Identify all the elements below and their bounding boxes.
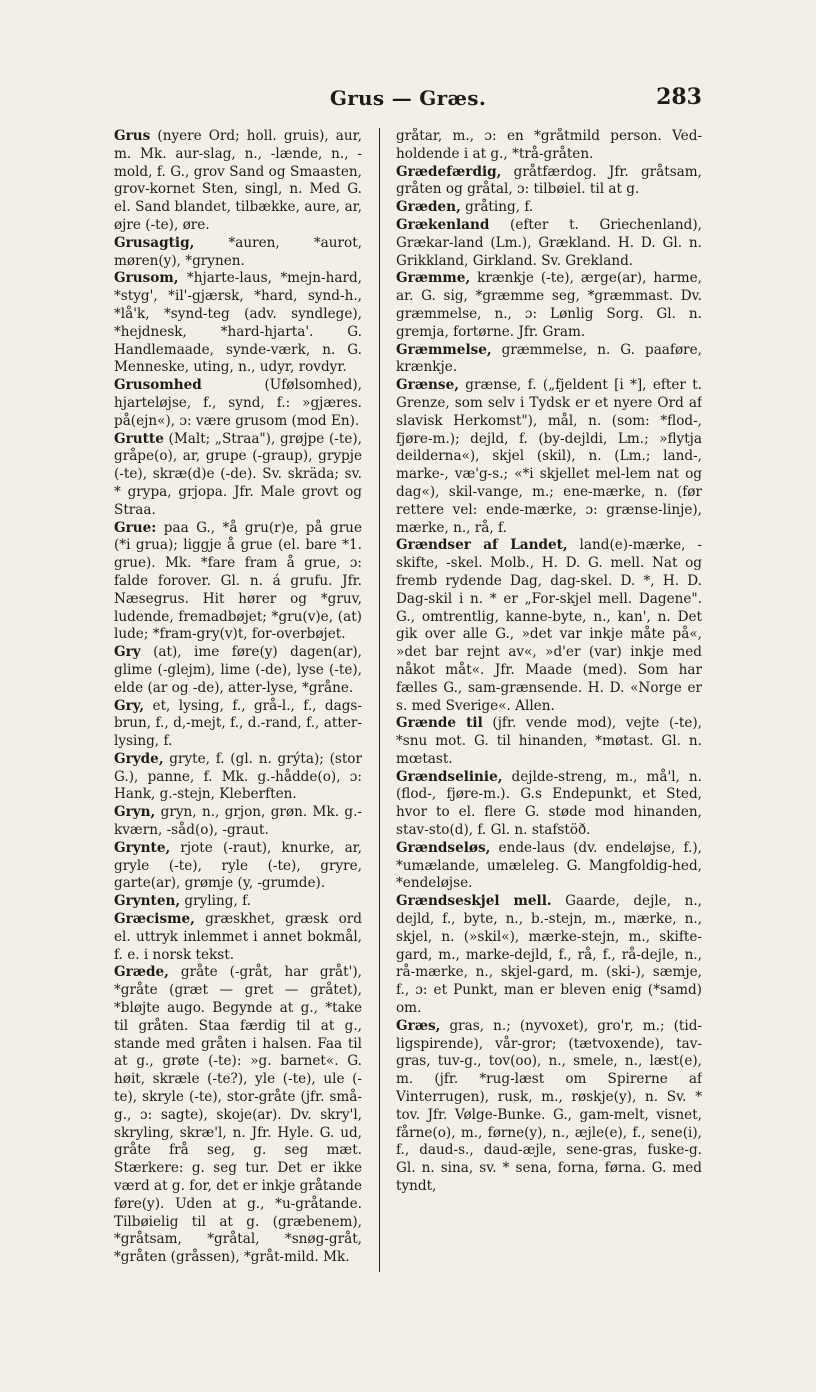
entry-definition: gryn, n., grjon, grøn. Mk. g.-kværn, -såd(o), -graut. xyxy=(114,804,362,839)
entry-definition: dejlde-streng, m., må'l, n. (flod-, fjøre-m.). G.s Endepunkt, et Sted, hvor to el. flere G. støde mod hinanden, stav-sto(d), f. Gl. n. stafstöð. xyxy=(396,768,702,839)
entry-headword: Grus xyxy=(114,128,151,144)
entry-headword: Græde, xyxy=(114,964,169,981)
entry-definition: (jfr. vende mod), vejte (-te), *snu mot. G. til hinanden, *møtast. Gl. n. mœtast. xyxy=(396,715,702,767)
entry-definition: paa G., *å gru(r)e, på grue (*i grua); liggje å grue (el. bare *1. grue). Mk. *fare fram å grue, ɔ: falde forover. Gl. n. á grufu. Jfr. Næsegrus. Hit hører og *gruv, ludende, fremadbøjet; *gru(v)e, (at) lude; *fram-gry(v)t, for-overbøjet. xyxy=(114,519,362,643)
entry-definition: et, lysing, f., grå-l., f., dags-brun, f., d,-mejt, f., d.-rand, f., atter-lysing, f. xyxy=(114,697,362,750)
entry-headword: Grædefærdig, xyxy=(396,163,502,180)
entry-headword: Gry xyxy=(114,644,141,661)
dictionary-entry xyxy=(396,164,702,200)
entry-definition: (nyere Ord; holl. gruis), aur, m. Mk. aur-slag, n., -lænde, n., -mold, f. G., grov Sand og Smaasten, grov-kornet Sten, singl, n. Med G. el. Sand blandet, tilbække, aure, ar, øjre (-te), øre. xyxy=(114,128,362,233)
dictionary-entry xyxy=(114,235,362,271)
entry-headword: Græmmelse, xyxy=(396,341,492,358)
right-column xyxy=(396,128,702,1278)
entry-headword: Grændseløs, xyxy=(396,839,491,856)
dictionary-entry xyxy=(114,893,362,911)
entry-headword: Gryn, xyxy=(114,804,156,821)
dictionary-entry xyxy=(114,698,362,751)
entry-definition: (Ufølsomhed), hjarteløjse, f., synd, f.: »gjæres. på(ejn«), ɔ: være grusom (mod En). xyxy=(114,377,362,429)
dictionary-entry xyxy=(114,804,362,840)
entry-headword: Græs, xyxy=(396,1017,441,1034)
dictionary-entry xyxy=(396,840,702,893)
entry-definition: gras, n.; (nyvoxet), gro'r, m.; (tid-ligspirende), vår-gror; (tætvoxende), tav-gras, tuv-g., tov(oo), n., smele, n., læst(e), m. (jfr. *rug-læst om Spirerne af Vinterrugen), rusk, m., røskje(y), n. Sv. * tov. Jfr. Vølge-Bunke. G., gam-melt, visnet, fårne(o), m., førne(y), n., æjle(e), f., sene(i), f., daud-s., daud-æjle, sene-gras, fuske-g. Gl. n. sina, sv. * sena, forna, førna. G. med tyndt, xyxy=(396,1017,702,1195)
entry-headword: Grusom, xyxy=(114,270,179,287)
dictionary-entry xyxy=(114,751,362,804)
entry-definition: grænse, f. („fjeldent [i *], efter t. Grenze, som selv i Tydsk er et nyere Ord af slavisk Herkomst"), mål, n. (som: *flod-, fjøre-m.); dejld, f. (by-dejldi, Lm.; »flytja deilderna«), skjel (skil), n. (Lm.; land-, marke-, væ'g-s.; «*i skjellet mel-lem nat og dag«), skil-vange, m.; ene-mærke, n. (før rettere vel: ende-mærke, ɔ: grænse-linje), mærke, n., rå, f. xyxy=(396,377,702,536)
entry-headword: Græden, xyxy=(396,199,461,216)
entry-definition: *auren, *aurot, møren(y), *grynen. xyxy=(114,234,362,269)
column-divider xyxy=(379,128,380,1272)
entry-definition: rjote (-raut), knurke, ar, gryle (-te), ryle (-te), gryre, garte(ar), grømje (y, -grumde). xyxy=(114,839,362,892)
entry-headword: Grændselinie, xyxy=(396,768,503,785)
dictionary-entry xyxy=(114,840,362,893)
entry-definition: gryte, f. (gl. n. grýta); (stor G.), panne, f. Mk. g.-hådde(o), ɔ: Hank, g.-stejn, Kleberften. xyxy=(114,750,362,803)
dictionary-entry xyxy=(396,1018,702,1196)
entry-definition: gråte (-gråt, har gråt'), *gråte (græt — gret — gråtet), *bløjte augo. Begynde at g., *take til gråten. Staa færdig til at g., stande med gråten i halsen. Faa til at g., grøte (-te): »g. barnet«. G. høit, skræle (-te?), yle (-te), ule (-te), skryle (-te), stor-gråte (jfr. små-g., ɔ: sagte), skoje(ar). Dv. skry'l, skryling, skræ'l, n. Jfr. Hyle. G. ud, gråte frå seg, g. seg mæt. Stærkere: g. seg tur. Det er ikke værd at g. for, det er inkje gråtande føre(y). Uden at g., *u-gråtande. Tilbøielig til at g. (græbenem), *gråtsam, *gråtal, *snøg-gråt, *gråten (gråssen), *gråt-mild. Mk. xyxy=(114,964,362,1266)
entry-definition: ende-laus (dv. endeløjse, f.), *umælande, umæleleg. G. Mangfoldig-hed, *endeløjse. xyxy=(396,839,702,892)
dictionary-entry xyxy=(114,377,362,430)
entry-definition: gråtar, m., ɔ: en *gråtmild person. Ved-holdende i at g., *trå-gråten. xyxy=(396,128,702,162)
dictionary-entry xyxy=(396,199,702,217)
entry-headword: Græmme, xyxy=(396,270,471,287)
entry-headword: Grækenland xyxy=(396,216,490,233)
dictionary-entry xyxy=(396,270,702,341)
dictionary-entry xyxy=(114,644,362,697)
entry-headword: Grænde til xyxy=(396,715,483,732)
page-header xyxy=(0,84,816,114)
entry-definition: *hjarte-laus, *mejn-hard, *styg', *il'-gjærsk, *hard, synd-h., *lå'k, *synd-teg (adv. syndlege), *hejdnesk, *hard-hjarta'. G. Handlemaade, synde-værk, n. G. Menneske, uting, n., udyr, rovdyr. xyxy=(114,270,362,376)
dictionary-entry xyxy=(396,715,702,768)
entry-headword: Grynten, xyxy=(114,893,181,910)
dictionary-entry xyxy=(114,911,362,964)
dictionary-entry xyxy=(396,893,702,1018)
dictionary-entry xyxy=(396,769,702,840)
entry-headword: Grusomhed xyxy=(114,377,202,394)
entry-definition: (Malt; „Straa"), grøjpe (-te), gråpe(o), ar, grupe (-graup), grypje (-te), skræ(d)e (-de). Sv. skräda; sv. * grypa, grjopa. Jfr. Male grovt og Straa. xyxy=(114,430,362,518)
entry-headword: Grusagtig, xyxy=(114,234,195,251)
entry-definition: græmmelse, n. G. paaføre, krænkje. xyxy=(396,341,702,376)
dictionary-entry xyxy=(396,217,702,270)
entry-definition: (at), ime føre(y) dagen(ar), glime (-glejm), lime (-de), lyse (-te), elde (ar og -de), atter-lyse, *gråne. xyxy=(114,644,362,696)
entry-headword: Grændser af Landet, xyxy=(396,537,568,554)
dictionary-entry xyxy=(396,377,702,537)
entry-headword: Gry, xyxy=(114,697,145,714)
dictionary-entry xyxy=(114,520,362,645)
entry-definition: land(e)-mærke, -skifte, -skel. Molb., H. D. G. mell. Nat og fremb rydende Dag, dag-skel. D. *, H. D. Dag-skil i n. * er „For-skjel mell. Dagene". G., omtrentlig, kanne-byte, n., kan', n. Det gik over alle G., »det var inkje måte på«, »det bar rejnt av«, »d'er (var) inkje med nåkot måt«. Jfr. Maade (med). Som har fælles G., sam-grænsende. H. D. «Norge er s. med Sverige«. Allen. xyxy=(396,537,702,714)
entry-definition: gråting, f. xyxy=(460,199,534,216)
dictionary-entry xyxy=(114,270,362,377)
dictionary-entry xyxy=(396,342,702,378)
entry-definition: krænkje (-te), ærge(ar), harme, ar. G. sig, *græmme seg, *græmmast. Dv. græmmelse, n., ɔ: Lønlig Sorg. Gl. n. gremja, fortørne. Jfr. Gram. xyxy=(396,270,702,340)
entry-definition: gråtfærdog. Jfr. gråtsam, gråten og gråtal, ɔ: tilbøiel. til at g. xyxy=(396,163,702,198)
entry-headword: Grutte xyxy=(114,430,164,447)
dictionary-entry xyxy=(114,964,362,1267)
entry-headword: Grue: xyxy=(114,519,157,536)
dictionary-entry xyxy=(114,128,362,235)
entry-definition: græskhet, græsk ord el. uttryk inlemmet i annet bokmål, f. e. i norsk tekst. xyxy=(114,911,362,963)
running-head: Grus — Græs. xyxy=(329,86,487,110)
entry-definition: Gaarde, dejle, n., dejld, f., byte, n., b.-stejn, m., mærke, n., skjel, n. (»skil«), mærke-stejn, m., skifte-gard, m., marke-dejld, f., rå, f., rå-dejle, n., rå-mærke, n., skjel-gard, m. (ski-), sæmje, f., ɔ: et Punkt, man er bleven enig (*samd) om. xyxy=(396,893,702,1017)
page-number: 283 xyxy=(656,84,702,110)
dictionary-entry xyxy=(396,128,702,164)
entry-definition: gryling, f. xyxy=(180,893,251,910)
entry-headword: Grynte, xyxy=(114,839,171,856)
dictionary-entry xyxy=(396,537,702,715)
entry-headword: Gryde, xyxy=(114,750,164,767)
left-column xyxy=(114,128,362,1278)
entry-headword: Grænse, xyxy=(396,377,459,394)
dictionary-entry xyxy=(114,431,362,520)
entry-headword: Græcisme, xyxy=(114,911,195,928)
entry-headword: Grændseskjel mell. xyxy=(396,893,552,910)
entry-definition: (efter t. Griechenland), Grækar-land (Lm.), Grækland. H. D. Gl. n. Grikkland, Girkland. Sv. Grekland. xyxy=(396,216,702,269)
